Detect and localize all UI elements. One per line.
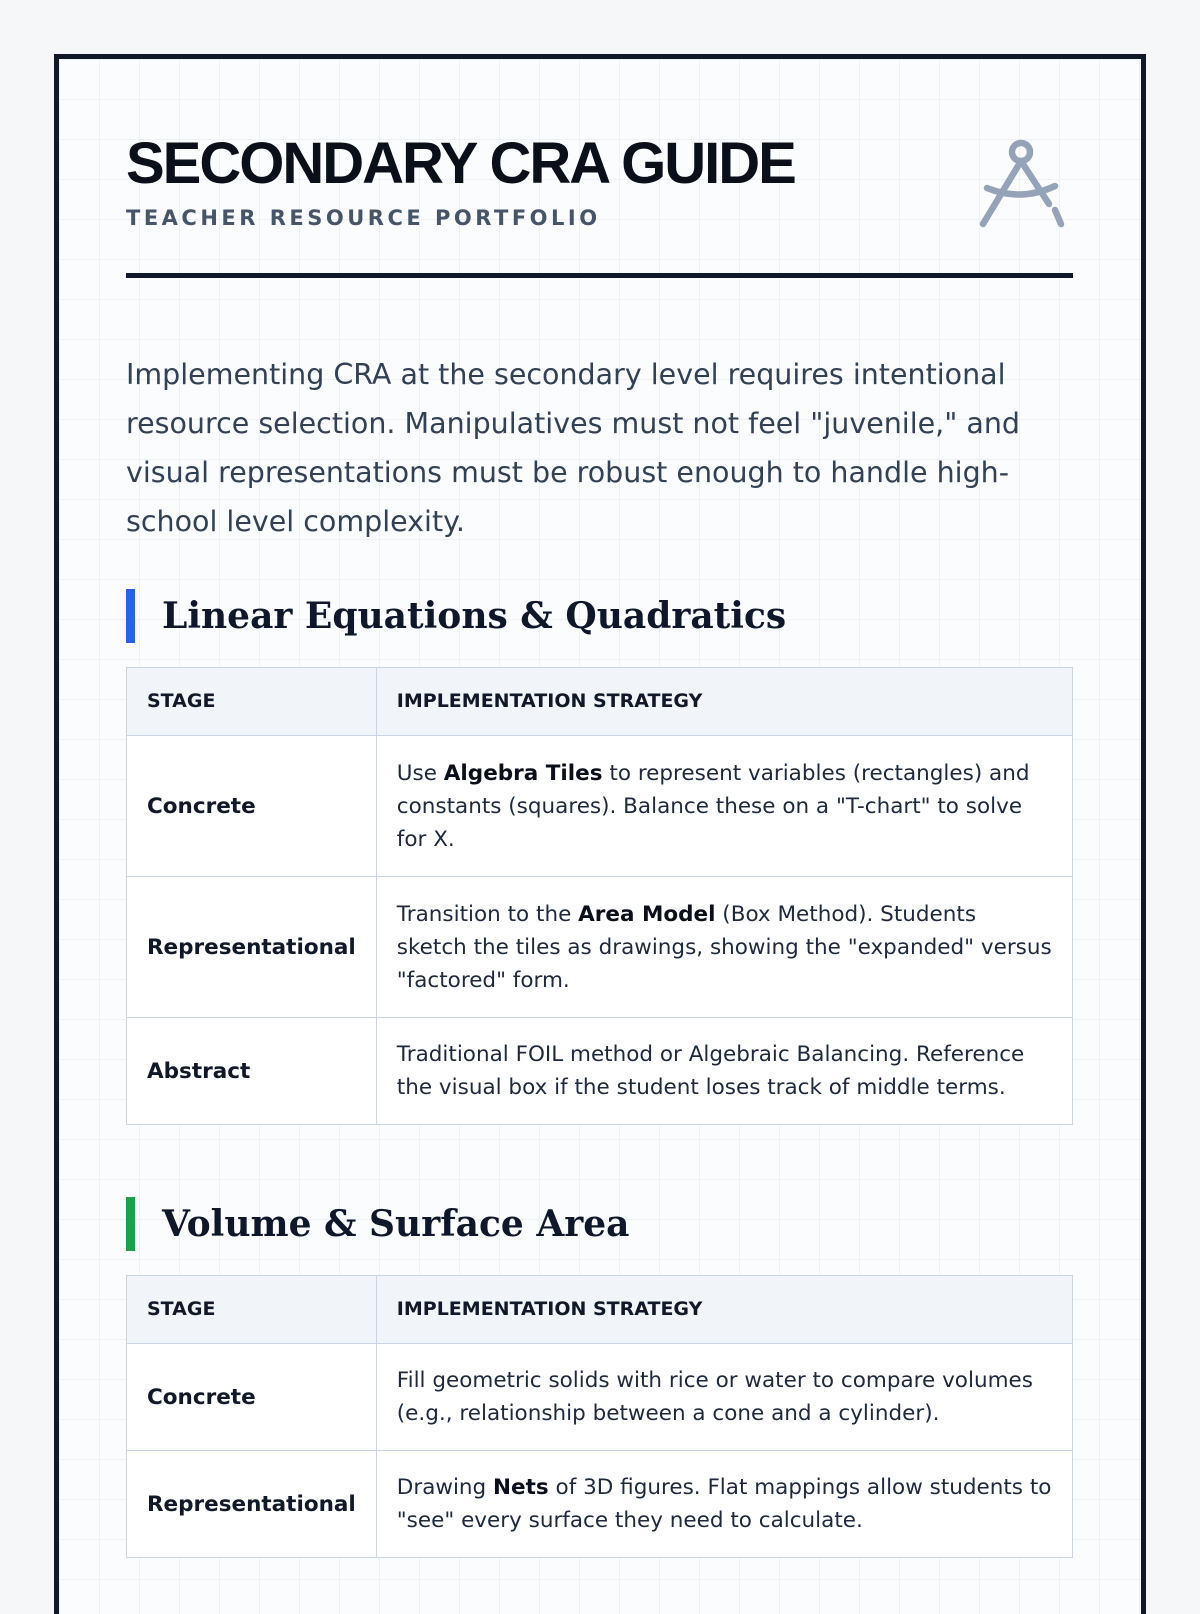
column-header-strategy: IMPLEMENTATION STRATEGY bbox=[376, 668, 1072, 736]
cra-table-volume bbox=[126, 1275, 1073, 1558]
column-header-strategy: IMPLEMENTATION STRATEGY bbox=[376, 1276, 1072, 1344]
section-heading-linear bbox=[126, 589, 786, 643]
strategy-text: Use bbox=[396, 760, 444, 786]
table-row bbox=[127, 877, 1073, 1018]
table-row bbox=[127, 1451, 1073, 1558]
page-title: SECONDARY CRA GUIDE bbox=[126, 131, 795, 196]
section-heading-volume bbox=[126, 1197, 630, 1251]
strategy-cell bbox=[376, 736, 1072, 877]
table-row bbox=[127, 1344, 1073, 1451]
stage-cell: Representational bbox=[127, 877, 377, 1018]
column-header-stage: STAGE bbox=[127, 1276, 377, 1344]
column-header-stage: STAGE bbox=[127, 668, 377, 736]
strategy-cell bbox=[376, 1451, 1072, 1558]
strategy-text: Drawing bbox=[396, 1475, 494, 1500]
table-header-row bbox=[127, 668, 1073, 736]
strategy-text: Traditional FOIL method or Algebraic Balancing. Reference the visual box if the student loses track of middle terms. bbox=[396, 1042, 1025, 1100]
section-accent-bar bbox=[126, 589, 135, 643]
strategy-keyword: Nets bbox=[493, 1475, 549, 1500]
section-title: Volume & Surface Area bbox=[162, 1203, 630, 1245]
strategy-keyword: Algebra Tiles bbox=[443, 760, 603, 786]
stage-cell: Concrete bbox=[127, 736, 377, 877]
stage-cell: Concrete bbox=[127, 1344, 377, 1451]
stage-cell: Abstract bbox=[127, 1018, 377, 1125]
strategy-text: Transition to the bbox=[396, 901, 579, 927]
strategy-keyword: Area Model bbox=[578, 901, 716, 927]
table-header-row bbox=[127, 1276, 1073, 1344]
page-content bbox=[126, 59, 1073, 1533]
strategy-text: to represent variables (rectangles) and constants (squares). Balance these on a "T-chart" to solve for X. bbox=[396, 760, 1030, 852]
strategy-text: of 3D figures. Flat mappings allow students to "see" every surface they need to calculate. bbox=[396, 1475, 1052, 1533]
cra-table-linear bbox=[126, 667, 1073, 1125]
stage-cell: Representational bbox=[127, 1451, 377, 1558]
header-divider bbox=[126, 273, 1073, 278]
compass-icon bbox=[973, 136, 1069, 232]
table-row bbox=[127, 1018, 1073, 1125]
table-row bbox=[127, 736, 1073, 877]
strategy-cell bbox=[376, 1344, 1072, 1451]
strategy-text: Fill geometric solids with rice or water to compare volumes (e.g., relationship between a cone and a cylinder). bbox=[396, 1368, 1033, 1426]
section-accent-bar bbox=[126, 1197, 135, 1251]
strategy-text: (Box Method). Students sketch the tiles as drawings, showing the "expanded" versus "factored" form. bbox=[396, 901, 1052, 993]
page-header bbox=[126, 59, 1073, 281]
document-page bbox=[54, 54, 1146, 1614]
strategy-cell bbox=[376, 877, 1072, 1018]
intro-paragraph: Implementing CRA at the secondary level requires intentional resource selection. Manipulatives must not feel "juvenile," and visual representations must be robust enough to handle high-school level complexity. bbox=[126, 358, 1021, 538]
section-title: Linear Equations & Quadratics bbox=[162, 595, 787, 637]
strategy-cell bbox=[376, 1018, 1072, 1125]
page-subtitle: TEACHER RESOURCE PORTFOLIO bbox=[126, 206, 601, 230]
